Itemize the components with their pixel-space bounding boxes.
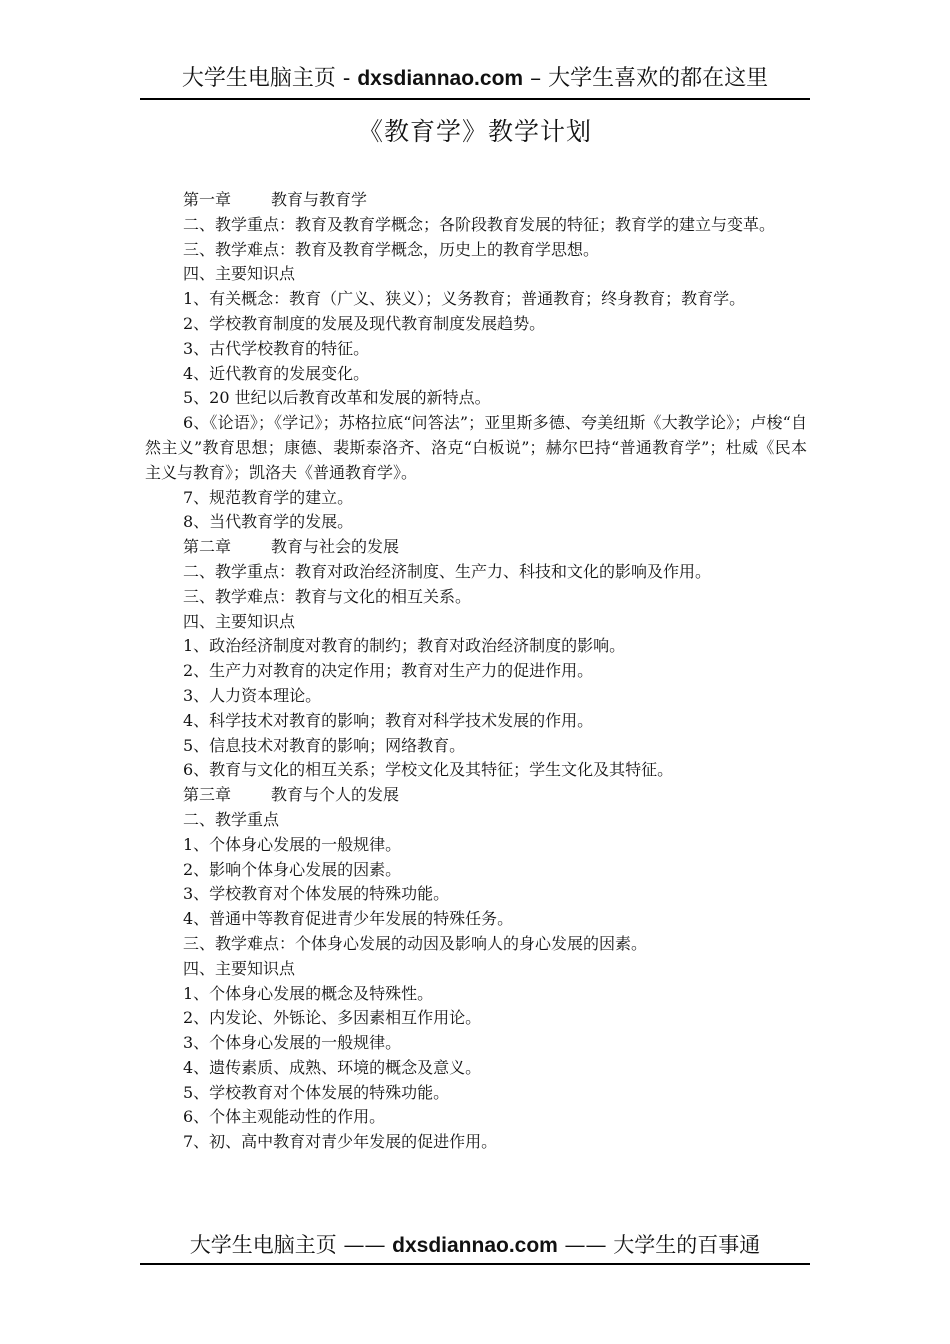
- paragraph: 4、普通中等教育促进青少年发展的特殊任务。: [183, 909, 514, 929]
- paragraph: 5、学校教育对个体发展的特殊功能。: [183, 1082, 450, 1102]
- paragraph: 1、个体身心发展的一般规律。: [183, 834, 402, 854]
- paragraph: 3、人力资本理论。: [183, 685, 322, 705]
- header-site-url[interactable]: dxsdiannao.com: [357, 67, 524, 90]
- paragraph: 6、教育与文化的相互关系；学校文化及其特征；学生文化及其特征。: [183, 760, 674, 780]
- paragraph: 三、教学难点：个体身心发展的动因及影响人的身心发展的因素。: [183, 933, 648, 953]
- paragraph: 4、科学技术对教育的影响；教育对科学技术发展的作用。: [183, 710, 594, 730]
- paragraph: 5、20 世纪以后教育改革和发展的新特点。: [183, 388, 491, 408]
- footer-site-url[interactable]: dxsdiannao.com: [392, 1234, 558, 1257]
- footer-separator: ——: [343, 1233, 386, 1257]
- chapter-heading: [145, 188, 807, 213]
- paragraph: 三、教学难点：教育及教育学概念，历史上的教育学思想。: [183, 239, 600, 259]
- chapter-name: 教育与个人的发展: [271, 785, 400, 805]
- paragraph: 二、教学重点：教育及教育学概念；各阶段教育发展的特征；教育学的建立与变革。: [183, 214, 776, 234]
- chapter-number: 第二章: [183, 537, 232, 557]
- paragraph: 3、个体身心发展的一般规律。: [183, 1033, 402, 1053]
- paragraph: 7、初、高中教育对青少年发展的促进作用。: [183, 1132, 498, 1152]
- paragraph: 4、遗传素质、成熟、环境的概念及意义。: [183, 1057, 482, 1077]
- paragraph: 1、政治经济制度对教育的制约；教育对政治经济制度的影响。: [183, 636, 626, 656]
- paragraph: 7、规范教育学的建立。: [183, 487, 354, 507]
- chapter-name: 教育与教育学: [271, 190, 368, 209]
- chapter-heading: [145, 783, 807, 808]
- footer-site-name: 大学生电脑主页: [189, 1233, 337, 1257]
- footer-slogan: 大学生的百事通: [613, 1233, 761, 1257]
- paragraph: 3、古代学校教育的特征。: [183, 338, 370, 358]
- paragraph: 4、近代教育的发展变化。: [183, 363, 370, 383]
- chapter-number: 第三章: [183, 785, 232, 805]
- paragraph: 2、学校教育制度的发展及现代教育制度发展趋势。: [183, 313, 546, 333]
- chapter-number: 第一章: [183, 190, 232, 209]
- paragraph: 四、主要知识点: [183, 611, 296, 631]
- chapter-heading: [145, 535, 807, 560]
- document-body: [145, 188, 807, 1155]
- paragraph: 1、个体身心发展的概念及特殊性。: [183, 983, 434, 1003]
- chapter-name: 教育与社会的发展: [271, 537, 400, 557]
- paragraph: 2、内发论、外铄论、多因素相互作用论。: [183, 1008, 482, 1028]
- paragraph: 四、主要知识点: [183, 958, 296, 978]
- paragraph: 2、影响个体身心发展的因素。: [183, 859, 402, 879]
- footer-separator: ——: [564, 1233, 607, 1257]
- paragraph: 四、主要知识点: [183, 264, 296, 284]
- paragraph: 三、教学难点：教育与文化的相互关系。: [183, 586, 472, 606]
- header-separator: -: [342, 66, 351, 91]
- paragraph: 二、教学重点：教育对政治经济制度、生产力、科技和文化的影响及作用。: [183, 561, 712, 581]
- paragraph: 6、个体主观能动性的作用。: [183, 1107, 386, 1127]
- paragraph: 二、教学重点: [183, 809, 280, 829]
- document-title: 《教育学》教学计划: [357, 117, 592, 146]
- page-footer: [140, 1227, 810, 1265]
- header-slogan: 大学生喜欢的都在这里: [548, 66, 769, 91]
- header-separator: –: [530, 66, 542, 91]
- paragraph: 8、当代教育学的发展。: [183, 512, 354, 532]
- paragraph: 3、学校教育对个体发展的特殊功能。: [183, 884, 450, 904]
- paragraph: 1、有关概念：教育（广义、狭义）；义务教育；普通教育；终身教育；教育学。: [183, 289, 746, 309]
- paragraph: 5、信息技术对教育的影响；网络教育。: [183, 735, 466, 755]
- paragraph: 2、生产力对教育的决定作用；教育对生产力的促进作用。: [183, 661, 594, 681]
- page-header: [140, 60, 810, 100]
- header-site-name: 大学生电脑主页: [181, 66, 336, 91]
- paragraph: 6、《论语》；《学记》；苏格拉底“问答法”；亚里斯多德、夸美纽斯《大教学论》；卢梭“自然主义”教育思想；康德、裴斯泰洛齐、洛克“白板说”；赫尔巴持“普通教育学”；杜威《民本主义与教育》；凯洛夫《普通教育学》。: [145, 413, 807, 482]
